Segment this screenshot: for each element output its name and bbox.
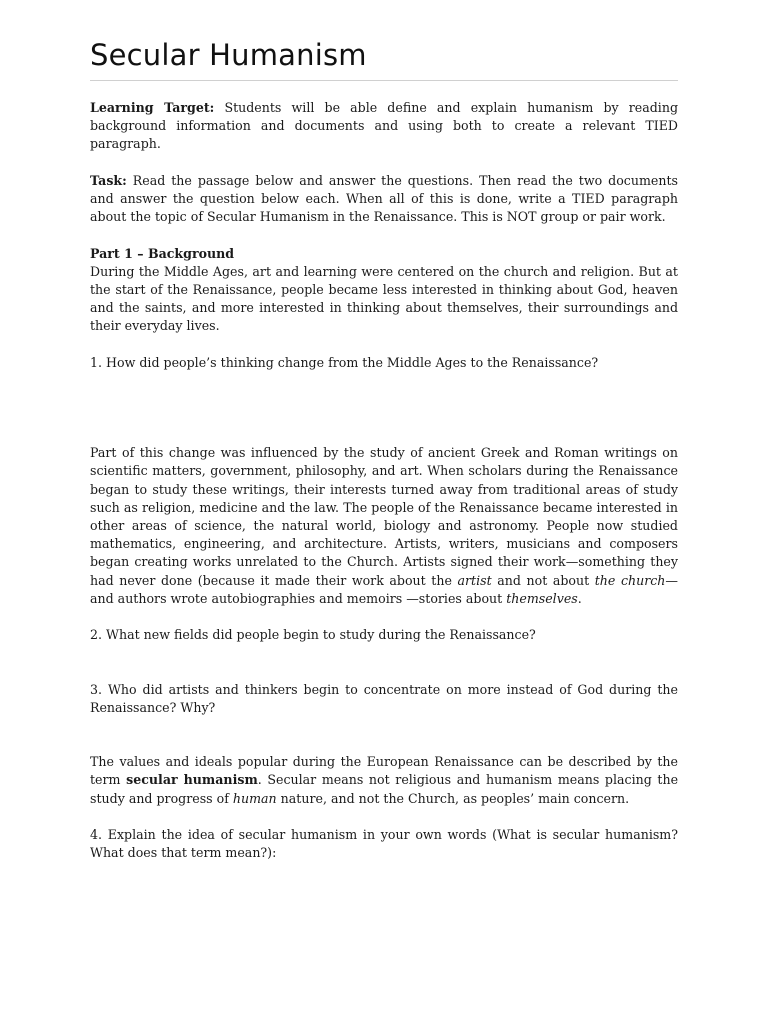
- passage-3-bold-term: secular humanism: [126, 772, 258, 788]
- document-page: [90, 38, 678, 881]
- part1-intro: During the Middle Ages, art and learning were centered on the church and religion. But at the start of the Renaissance, people became less interested in thinking about God, heaven and the saints, and more interested in thinking about themselves, their surroundings and their everyday lives.: [90, 263, 678, 334]
- answer-space-2: [90, 663, 678, 681]
- passage-3-text-a: The values and ideals popular during the European Renaissance can be described by the term: [90, 754, 678, 788]
- task-text: Read the passage below and answer the questions. Then read the two documents and answer the question below each. When all of this is done, write a TIED paragraph about the topic of Secular Humanism in the Renaissance. This is NOT group or pair work.: [90, 172, 678, 225]
- page-title: Secular Humanism: [90, 38, 678, 81]
- learning-target-text: Students will be able define and explain humanism by reading background information and documents and using both to create a relevant TIED paragraph.: [90, 100, 679, 152]
- learning-target-paragraph: [90, 99, 678, 154]
- passage-3-text-c: nature, and not the Church, as peoples’ main concern.: [276, 790, 630, 806]
- passage-2-text-a: Part of this change was influenced by the study of ancient Greek and Roman writings on scientific matters, government, philosophy, and art. When scholars during the Renaissance began to study these writings, their interests turned away from traditional areas of study such as religion, medicine and the law. The people of the Renaissance became interested in other areas of science, the natural world, biology and astronomy. People now studied mathematics, engineering, and architecture. Artists, writers, musicians and composers began creating works unrelated to the Church. Artists signed their work—something they had never done (because it made their work about the: [90, 445, 678, 588]
- question-4: 4. Explain the idea of secular humanism in your own words (What is secular humanism? What does that term mean?):: [90, 826, 678, 861]
- question-2: 2. What new fields did people begin to study during the Renaissance?: [90, 627, 536, 643]
- passage-3-text-b: . Secular means not religious and humanism means placing the study and progress of: [90, 772, 679, 806]
- passage-2-text-c: —and authors wrote autobiographies and memoirs —stories about: [90, 572, 679, 606]
- passage-3-em-human: human: [232, 790, 277, 806]
- learning-target-label: Learning Target:: [90, 100, 215, 115]
- document-body: [90, 99, 678, 862]
- part1-section: [90, 245, 678, 336]
- passage-2-text-d: .: [577, 590, 582, 606]
- answer-space-1: [90, 390, 678, 444]
- task-paragraph: [90, 172, 678, 227]
- task-label: Task:: [90, 172, 127, 188]
- answer-space-3: [90, 735, 678, 753]
- passage-2-text-b: and not about: [491, 572, 595, 588]
- passage-2-em-themselves: themselves: [506, 590, 578, 606]
- passage-2: [90, 444, 678, 608]
- question-1: 1. How did people’s thinking change from the Middle Ages to the Renaissance?: [90, 354, 599, 370]
- passage-2-em-church: the church: [594, 572, 666, 588]
- question-3: 3. Who did artists and thinkers begin to concentrate on more instead of God during the Renaissance? Why?: [90, 681, 678, 715]
- part1-heading: Part 1 – Background: [90, 245, 235, 261]
- passage-2-em-artist: artist: [457, 572, 492, 588]
- passage-3: [90, 753, 678, 808]
